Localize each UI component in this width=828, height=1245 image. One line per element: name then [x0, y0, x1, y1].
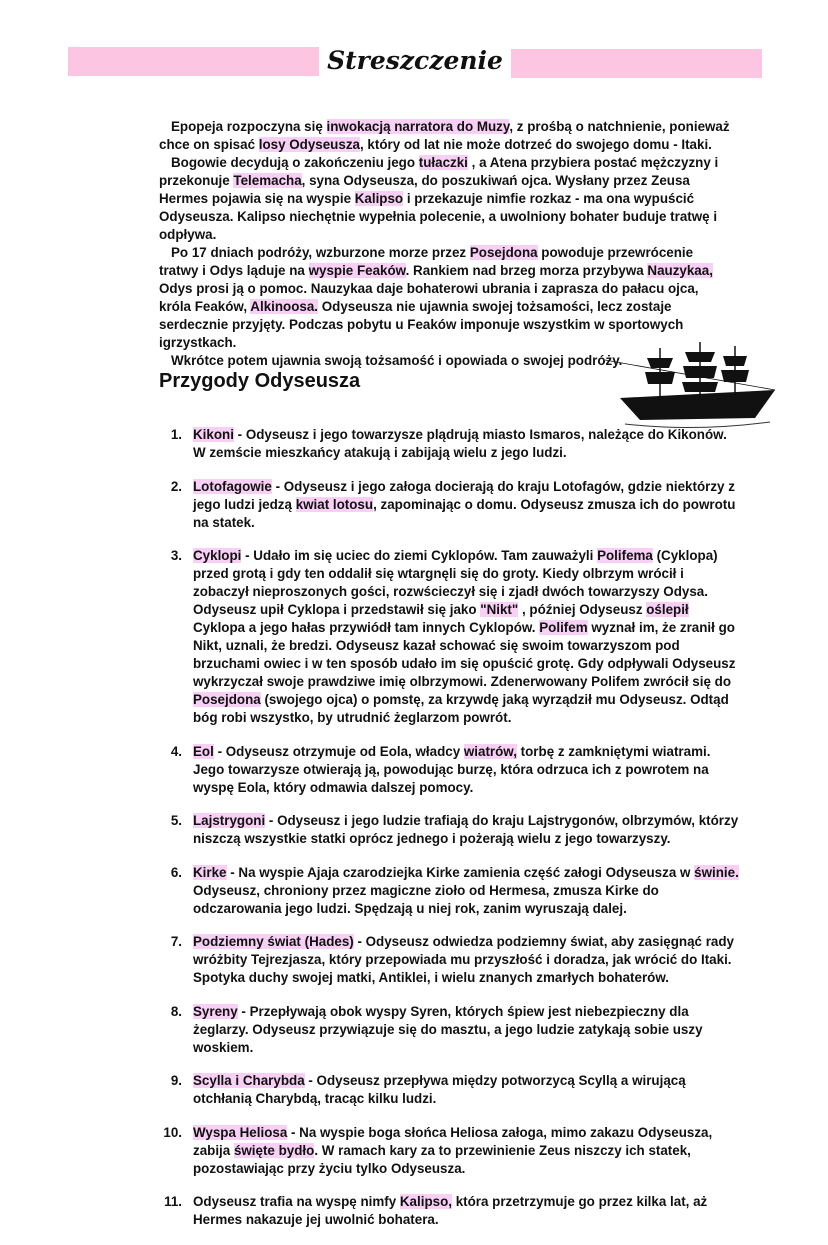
item-number: 5. [170, 813, 182, 828]
text-segment: Po 17 dniach podróży, wzburzone morze przez [171, 245, 470, 260]
intro-paragraph [159, 154, 734, 244]
text-segment: , z prośbą o natchnienie, ponieważ chce on spisać [159, 119, 730, 152]
text-segment: - Odyseusz przepływa między potworzycą Scyllą a wirującą otchłanią Charybdą, tracąc kilku ludzi. [193, 1073, 686, 1106]
highlighted-term: święte bydło [233, 1142, 315, 1158]
highlighted-term: Kikoni [193, 427, 234, 442]
list-item [160, 743, 740, 797]
text-segment: - Odyseusz i jego załoga docierają do kraju Lotofagów, gdzie niektórzy z jego ludzi jedzą [193, 478, 735, 512]
highlighted-term: Alkinoosa. [250, 299, 319, 314]
item-number: 3. [170, 548, 182, 563]
highlighted-term: wiatrów, [463, 743, 517, 759]
highlighted-term: losy Odyseusza [258, 137, 360, 152]
text-segment: , później Odyseusz [518, 602, 647, 617]
intro-paragraph [159, 244, 734, 352]
list-item [160, 547, 740, 727]
header-bar-left [68, 47, 319, 76]
text-segment: , zapominając o domu. Odyseusz zmusza ich do powrotu na statek. [193, 496, 736, 530]
text-segment: Odyseusza nie ujawnia swojej tożsamości, lecz zostaje serdecznie przyjęty. Podczas pobytu u Feaków imponuje wszystkim w sportowych igrzystkach. [159, 299, 684, 350]
list-item [160, 426, 740, 462]
item-number: 8. [170, 1003, 182, 1019]
text-segment: torbę z zamkniętymi wiatrami. Jego towarzysze otwierają ją, powodując burzę, która odrzuca ich z powrotem na wyspę Eola, który odmawia dalszej pomocy. [193, 743, 711, 795]
text-segment: Wkrótce potem ujawnia swoją tożsamość i opowiada o swojej podróży. [171, 353, 623, 368]
highlighted-term: Podziemny świat (Hades) [193, 934, 354, 949]
list-item [160, 1003, 740, 1057]
item-number: 10. [163, 1124, 182, 1140]
text-segment: - Odyseusz i jego ludzie trafiają do kraju Lajstrygonów, olbrzymów, którzy niszczą wszystkie statki oprócz jednego i pożerają wielu z jego towarzyszy. [193, 813, 739, 846]
item-number: 2. [170, 478, 182, 494]
text-segment: Odys prosi ją o pomoc. Nauzykaa daje bohaterowi ubrania i zaprasza do pałacu ojca, króla Feaków, [159, 281, 699, 314]
adventures-list [160, 426, 740, 1245]
text-segment: i przekazuje nimfie rozkaz - ma ona wypuścić Odyseusza. Kalipso niechętnie wypełnia polecenie, a uwolniony bohater buduje tratwę i odpływa. [159, 191, 718, 242]
highlighted-term: oślepił [646, 602, 689, 617]
text-segment: - Na wyspie Ajaja czarodziejka Kirke zamienia część załogi Odyseusza w [226, 864, 695, 880]
list-item [160, 478, 740, 532]
highlighted-term: Scylla i Charybda [193, 1073, 305, 1088]
highlighted-term: tułaczki [418, 155, 468, 170]
text-segment: (swojego ojca) o pomstę, za krzywdę jaką wyrządził mu Odyseusz. Odtąd bóg robi wszystko, by utrudnić żeglarzom powrót. [193, 692, 729, 725]
text-segment: Odyseusz trafia na wyspę nimfy [193, 1194, 400, 1209]
item-number: 11. [164, 1194, 182, 1209]
ship-illustration [605, 340, 785, 430]
text-segment: - Odyseusz i jego towarzysze plądrują miasto Ismaros, należące do Kikonów. W zemście mieszkańcy atakują i zabijają wielu z jego ludzi. [193, 427, 727, 460]
item-number: 6. [170, 864, 182, 880]
highlighted-term: "Nikt" [480, 602, 519, 617]
text-segment: Cyklopa a jego hałas przywiódł tam innych Cyklopów. [193, 620, 540, 635]
item-number: 7. [170, 934, 182, 949]
text-segment: Epopeja rozpoczyna się [171, 119, 327, 134]
list-item [160, 1193, 740, 1229]
highlighted-term: Kirke [193, 864, 227, 880]
highlighted-term: Polifema [597, 548, 653, 563]
highlighted-term: inwokacją narratora do Muzy [326, 119, 510, 134]
page-title: Streszczenie [319, 44, 511, 78]
text-segment: (Cyklopa) przed grotą i gdy ten oddalił się wtargnęli się do groty. Kiedy olbrzym wrócił i zobaczył nieproszonych gości, rozwścieczył się i zjadł dwóch towarzyszy Odysa. Odyseusz upił Cyklopa i przedstawił się jako [193, 548, 718, 617]
text-segment: Bogowie decydują o zakończeniu jego [171, 155, 419, 170]
item-number: 4. [170, 743, 182, 759]
text-segment: , syna Odyseusza, do poszukiwań ojca. Wysłany przez Zeusa Hermes pojawia się na wyspie [159, 173, 690, 206]
list-item [160, 812, 740, 848]
header [68, 44, 762, 78]
text-segment: . W ramach kary za to przewinienie Zeus niszczy ich statek, pozostawiając przy życiu tylko Odyseusza. [193, 1142, 691, 1176]
text-segment: , który od lat nie może dotrzeć do swojego domu - Itaki. [359, 137, 712, 152]
highlighted-term: Syreny [193, 1003, 238, 1019]
highlighted-term: Nauzykaa, [647, 263, 713, 278]
highlighted-term: Telemacha [233, 173, 302, 188]
highlighted-term: Wyspa Heliosa [193, 1124, 288, 1140]
text-segment: - Przepływają obok wyspy Syren, których śpiew jest niebezpieczny dla żeglarzy. Odyseusz przywiązuje się do masztu, a jego ludzie zatykają sobie uszy woskiem. [193, 1003, 703, 1055]
text-segment: powoduje przewrócenie tratwy i Odys ląduje na [159, 245, 694, 278]
highlighted-term: Cyklopi [193, 548, 242, 563]
text-segment: która przetrzymuje go przez kilka lat, aż Hermes nakazuje jej uwolnić bohatera. [193, 1194, 708, 1227]
section-title: Przygody Odyseusza [159, 370, 361, 392]
intro-paragraph [159, 118, 734, 154]
text-segment: wyznał im, że zranił go Nikt, uznali, że bredzi. Odyseusz kazał schować się swoim towarzyszom pod brzuchami owiec i w ten sposób udało im się opuścić grotę. Gdy odpływali Odyseusz wykrzyczał swoje prawdziwe imię olbrzymowi. Zdenerwowany Polifem zwrócił się do [193, 620, 736, 689]
list-item [160, 1124, 740, 1178]
text-segment: , a Atena przybiera postać mężczyzny i przekonuje [159, 155, 719, 188]
list-item [160, 864, 740, 918]
highlighted-term: kwiat lotosu [295, 496, 374, 512]
text-segment: - Udało im się uciec do ziemi Cyklopów. Tam zauważyli [241, 548, 598, 563]
header-bar-right [511, 49, 762, 78]
highlighted-term: świnie. [694, 864, 739, 880]
intro-summary [159, 118, 734, 370]
highlighted-term: wyspie Feaków [308, 263, 406, 278]
list-item [160, 933, 740, 987]
highlighted-term: Lotofagowie [193, 478, 272, 494]
text-segment: - Na wyspie boga słońca Heliosa załoga, mimo zakazu Odyseusza, zabija [193, 1124, 713, 1158]
highlighted-term: Posejdona [469, 245, 538, 260]
item-number: 9. [170, 1073, 182, 1088]
highlighted-term: Kalipso [354, 191, 404, 206]
text-segment: Odyseusz, chroniony przez magiczne zioło od Hermesa, zmusza Kirke do odczarowania jego ludzi. Spędzają u niej rok, zanim wyruszają dalej. [193, 882, 659, 916]
highlighted-term: Eol [193, 743, 214, 759]
text-segment: - Odyseusz odwiedza podziemny świat, aby zasięgnąć rady wróżbity Tejrezjasza, który przepowiada mu przyszłość i doradza, jak wrócić do Itaki. Spotyka duchy swojej matki, Antiklei, i wielu znanych zmarłych bohaterów. [193, 934, 734, 985]
highlighted-term: Polifem [539, 620, 588, 635]
text-segment: . Rankiem nad brzeg morza przybywa [405, 263, 648, 278]
highlighted-term: Kalipso, [399, 1194, 452, 1209]
item-number: 1. [170, 427, 182, 442]
list-item [160, 1072, 740, 1108]
text-segment: - Odyseusz otrzymuje od Eola, władcy [213, 743, 464, 759]
highlighted-term: Posejdona [193, 692, 261, 707]
highlighted-term: Lajstrygoni [193, 813, 266, 828]
